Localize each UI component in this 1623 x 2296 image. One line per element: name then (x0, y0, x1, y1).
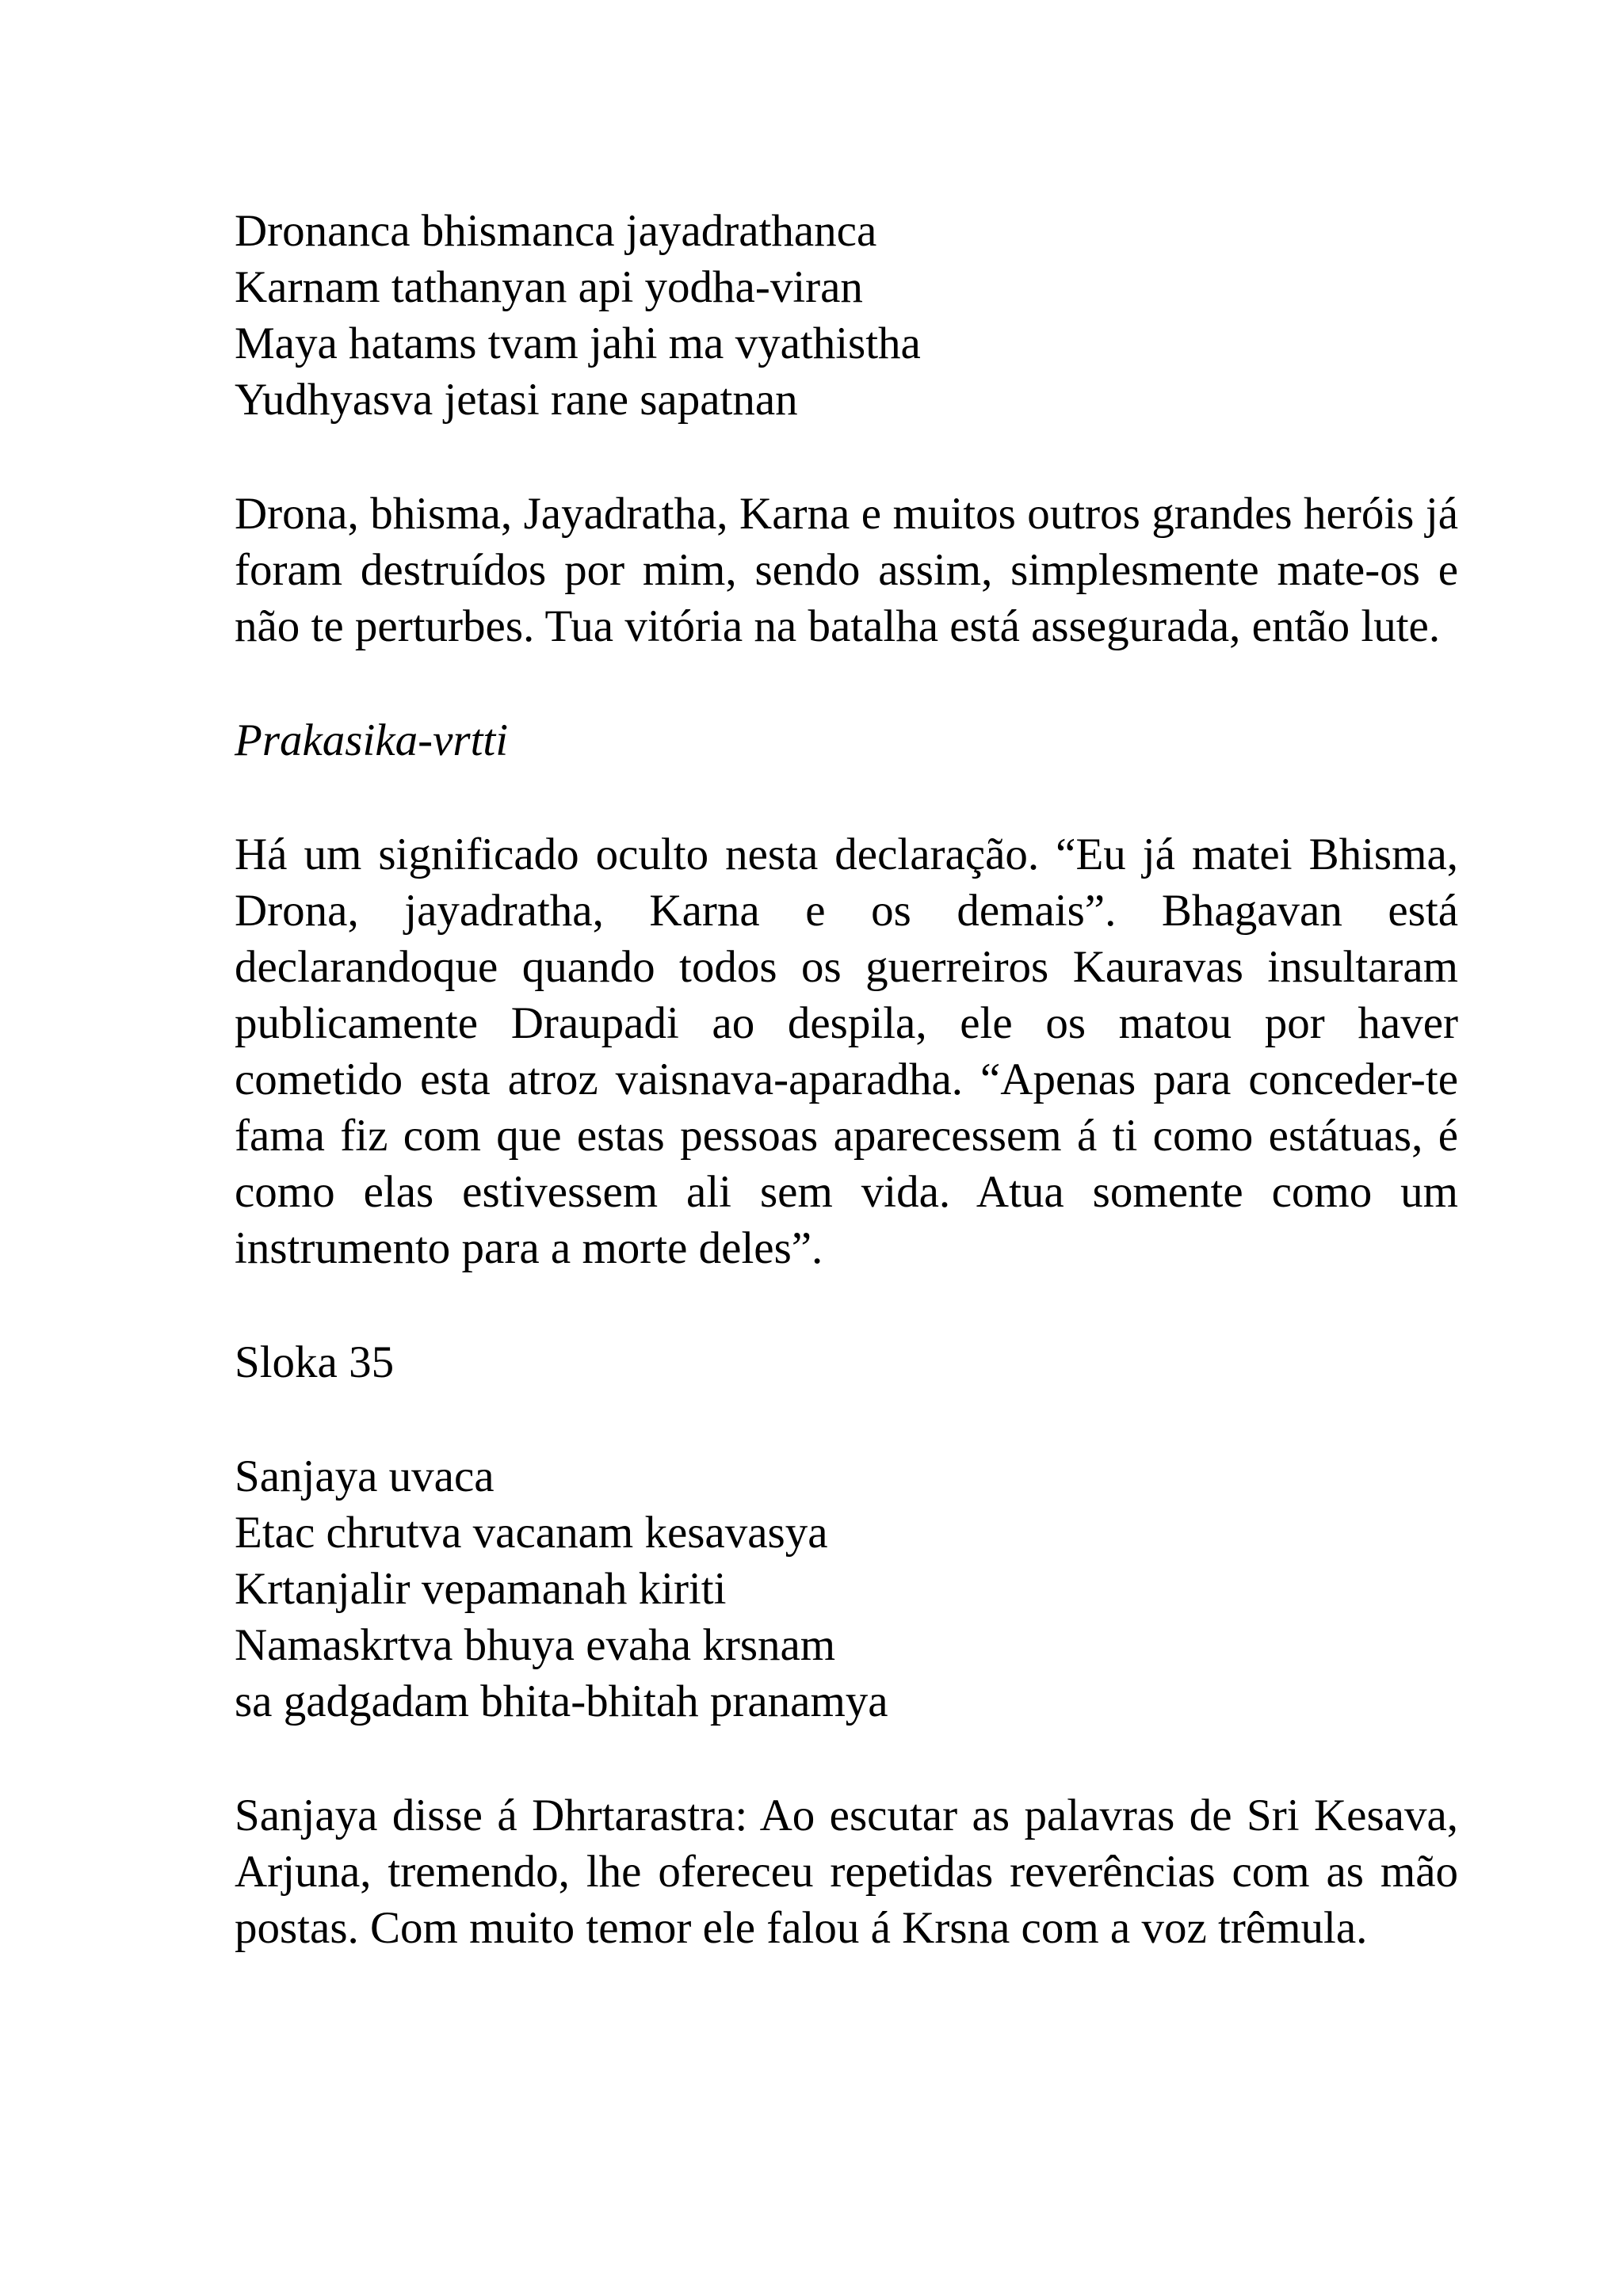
paragraph-gap (235, 769, 1458, 826)
sloka-heading: Sloka 35 (235, 1337, 395, 1387)
document-page (235, 203, 1458, 1956)
commentary-heading: Prakasika-vrtti (235, 715, 509, 765)
sanskrit-verse-2: Sanjaya uvaca Etac chrutva vacanam kesavasya Krtanjalir vepamanah kiriti Namaskrtva bhuya evaha krsnam sa gadgadam bhita-bhitah pranamya (235, 1451, 888, 1726)
paragraph-gap (235, 1390, 1458, 1448)
verse-1-translation: Drona, bhisma, Jayadratha, Karna e muitos outros grandes heróis já foram destruídos por mim, sendo assim, simplesmente mate-os e não te perturbes. Tua vitória na batalha está assegurada, então lute. (235, 489, 1458, 651)
paragraph-gap (235, 428, 1458, 486)
sanskrit-verse-1: Dronanca bhismanca jayadrathanca Karnam tathanyan api yodha-viran Maya hatams tvam jahi ma vyathistha Yudhyasva jetasi rane sapatnan (235, 206, 921, 425)
paragraph-gap (235, 1730, 1458, 1787)
paragraph-gap (235, 1276, 1458, 1334)
paragraph-gap (235, 654, 1458, 712)
commentary-text: Há um significado oculto nesta declaração. “Eu já matei Bhisma, Drona, jayadratha, Karna e os demais”. Bhagavan está declarandoque quando todos os guerreiros Kauravas insultaram publicamente Draupadi ao despila, ele os matou por haver cometido esta atroz vaisnava-aparadha. “Apenas para conceder-te fama fiz com que estas pessoas aparecessem á ti como estátuas, é como elas estivessem ali sem vida. Atua somente como um instrumento para a morte deles”. (235, 830, 1458, 1273)
verse-2-translation: Sanjaya disse á Dhrtarastra: Ao escutar as palavras de Sri Kesava, Arjuna, tremendo, lhe ofereceu repetidas reverências com as mão postas. Com muito temor ele falou á Krsna com a voz trêmula. (235, 1791, 1458, 1953)
